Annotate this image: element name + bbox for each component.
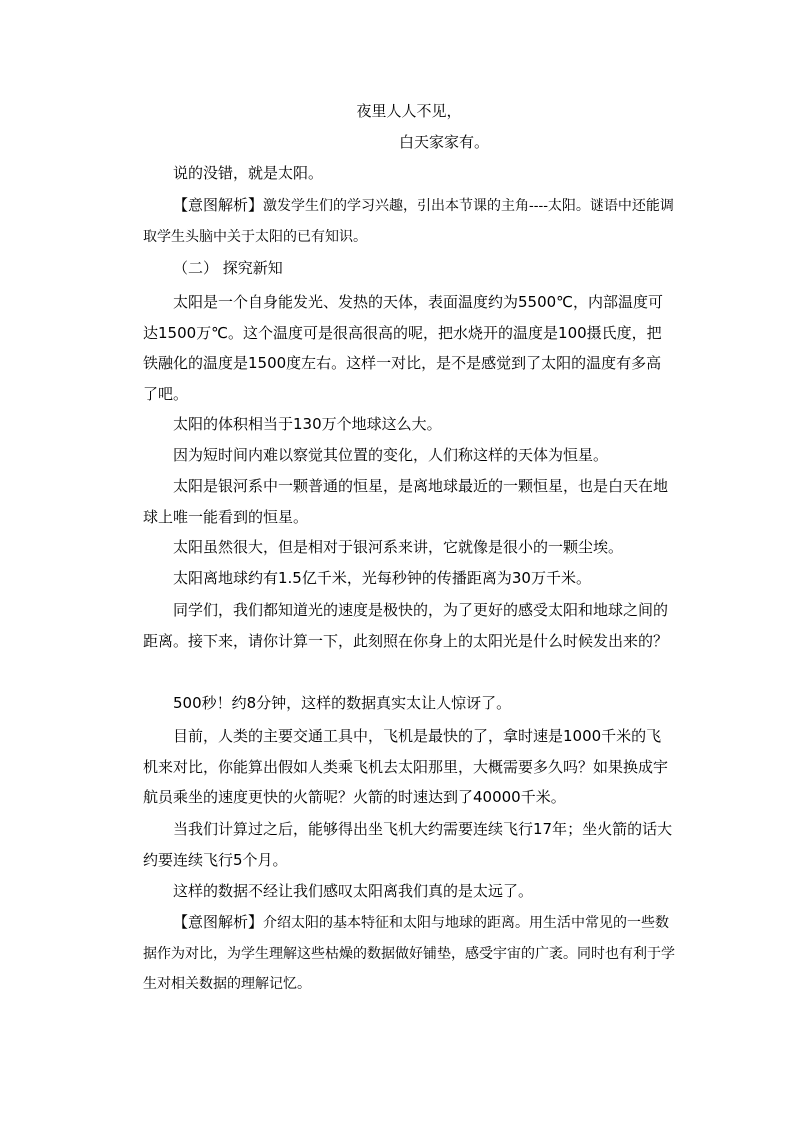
paragraph-dust: 太阳虽然很大，但是相对于银河系来讲，它就像是很小的一颗尘埃。: [173, 538, 624, 556]
riddle-answer: 说的没错，就是太阳。: [173, 164, 324, 182]
section-heading: （二） 探究新知: [173, 259, 283, 277]
paragraph-star-definition: 因为短时间内难以察觉其位置的变化，人们称这样的天体为恒星。: [173, 446, 609, 464]
paragraph-calculation: 当我们计算过之后，能够得出坐飞机大约需要连续飞行17年；坐火箭的话大约要连续飞行5个月。: [143, 820, 673, 869]
paragraph-conclusion: 这样的数据不经让我们感叹太阳离我们真的是太远了。: [173, 882, 534, 900]
intent-note-2: [143, 907, 675, 1000]
intent-note-1-text: 激发学生们的学习兴趣，引出本节课的主角----太阳。谜语中还能调取学生头脑中关于太阳的已有知识。: [143, 198, 674, 245]
paragraph-question: 同学们，我们都知道光的速度是极快的，为了更好的感受太阳和地球之间的距离。接下来，请你计算一下，此刻照在你身上的太阳光是什么时候发出来的？: [143, 601, 669, 650]
intent-note-1-label: 【意图解析】: [173, 196, 264, 214]
riddle-line-1: 夜里人人不见，: [356, 102, 462, 120]
paragraph-temperature: 太阳是一个自身能发光、发热的天体，表面温度约为5500℃，内部温度可达1500万℃。这个温度可是很高很高的呢，把水烧开的温度是100摄氏度，把铁融化的温度是1500度左右。这样一对比，是不是感觉到了太阳的温度有多高了吧。: [143, 293, 664, 403]
riddle-line-2: 白天家家有。: [398, 133, 489, 151]
paragraph-answer-time: 500秒！约8分钟，这样的数据真实太让人惊讶了。: [173, 694, 512, 712]
intent-note-2-text: 介绍太阳的基本特征和太阳与地球的距离。用生活中常见的一些数据作为对比，为学生理解这些枯燥的数据做好铺垫，感受宇宙的广袤。同时也有利于学生对相关数据的理解记忆。: [143, 915, 675, 992]
paragraph-distance: 太阳离地球约有1.5亿千米，光每秒钟的传播距离为30万千米。: [173, 569, 591, 587]
intent-note-1: [143, 190, 675, 252]
paragraph-milky-way: 太阳是银河系中一颗普通的恒星，是离地球最近的一颗恒星，也是白天在地球上唯一能看到的恒星。: [143, 477, 669, 526]
paragraph-transport: 目前，人类的主要交通工具中，飞机是最快的了，拿时速是1000千米的飞机来对比，你能算出假如人类乘飞机去太阳那里，大概需要多久吗？如果换成宇航员乘坐的速度更快的火箭呢？火箭的时速达到了40000千米。: [143, 727, 669, 806]
paragraph-volume: 太阳的体积相当于130万个地球这么大。: [173, 415, 442, 433]
intent-note-2-label: 【意图解析】: [173, 913, 264, 931]
